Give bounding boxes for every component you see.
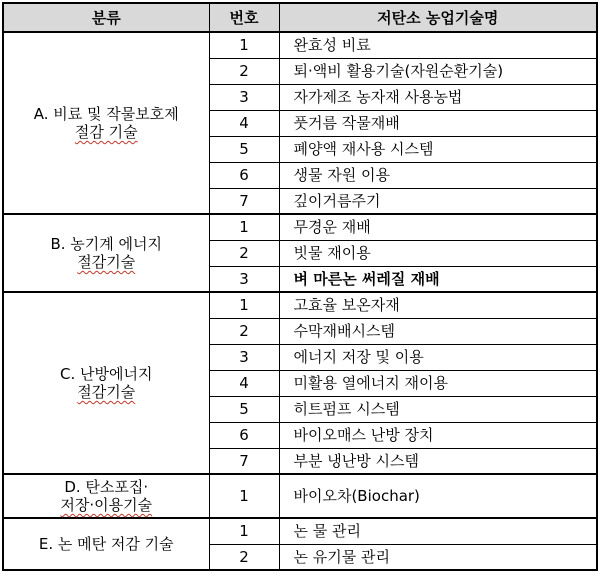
row-number: 3 [209,266,279,292]
row-number: 2 [209,240,279,266]
tech-name: 바이오차(Biochar) [279,474,597,518]
row-number: 1 [209,214,279,240]
tech-name: 부분 냉난방 시스템 [279,448,597,474]
row-number: 1 [209,474,279,518]
category-label: 절감기술 [77,253,136,271]
tech-name: 깊이거름주기 [279,188,597,214]
category-a [3,32,209,214]
category-label: B. 농기계 에너지 [50,235,163,253]
header-category: 분류 [3,3,209,32]
category-label: E. 논 메탄 저감 기술 [38,535,174,553]
category-c [3,292,209,474]
row-number: 2 [209,318,279,344]
row-number: 6 [209,162,279,188]
row-number: 7 [209,448,279,474]
table-row [3,518,597,544]
category-label: 절감기술 [77,383,136,401]
row-number: 1 [209,292,279,318]
category-label: D. 탄소포집· [64,478,149,496]
row-number: 1 [209,518,279,544]
table-wrapper [2,2,598,571]
table-row [3,214,597,240]
row-number: 5 [209,136,279,162]
tech-name: 퇴·액비 활용기술(자원순환기술) [279,58,597,84]
category-label: A. 비료 및 작물보호제 [33,105,179,123]
tech-name: 빗물 재이용 [279,240,597,266]
row-number: 6 [209,422,279,448]
row-number: 4 [209,370,279,396]
row-number: 7 [209,188,279,214]
tech-name: 생물 자원 이용 [279,162,597,188]
tech-name: 논 물 관리 [279,518,597,544]
tech-name: 히트펌프 시스템 [279,396,597,422]
row-number: 3 [209,84,279,110]
category-label: 저장·이용기술 [60,496,153,514]
row-number: 4 [209,110,279,136]
tech-name: 논 유기물 관리 [279,544,597,570]
low-carbon-tech-table [2,2,598,571]
tech-name: 미활용 열에너지 재이용 [279,370,597,396]
row-number: 1 [209,32,279,58]
tech-name: 바이오매스 난방 장치 [279,422,597,448]
category-label: C. 난방에너지 [60,365,153,383]
table-row [3,32,597,58]
table-row [3,292,597,318]
tech-name: 고효율 보온자재 [279,292,597,318]
header-number: 번호 [209,3,279,32]
header-row [3,3,597,32]
category-d [3,474,209,518]
row-number: 2 [209,544,279,570]
row-number: 3 [209,344,279,370]
row-number: 5 [209,396,279,422]
tech-name: 수막재배시스템 [279,318,597,344]
tech-name: 에너지 저장 및 이용 [279,344,597,370]
category-e [3,518,209,570]
tech-name: 풋거름 작물재배 [279,110,597,136]
tech-name: 무경운 재배 [279,214,597,240]
header-tech-name: 저탄소 농업기술명 [279,3,597,32]
tech-name: 완효성 비료 [279,32,597,58]
row-number: 2 [209,58,279,84]
tech-name: 자가제조 농자재 사용농법 [279,84,597,110]
tech-name: 폐양액 재사용 시스템 [279,136,597,162]
category-label: 절감 기술 [74,123,138,141]
tech-name-highlighted: 벼 마른논 써레질 재배 [279,266,597,292]
table-row [3,474,597,518]
category-b [3,214,209,292]
